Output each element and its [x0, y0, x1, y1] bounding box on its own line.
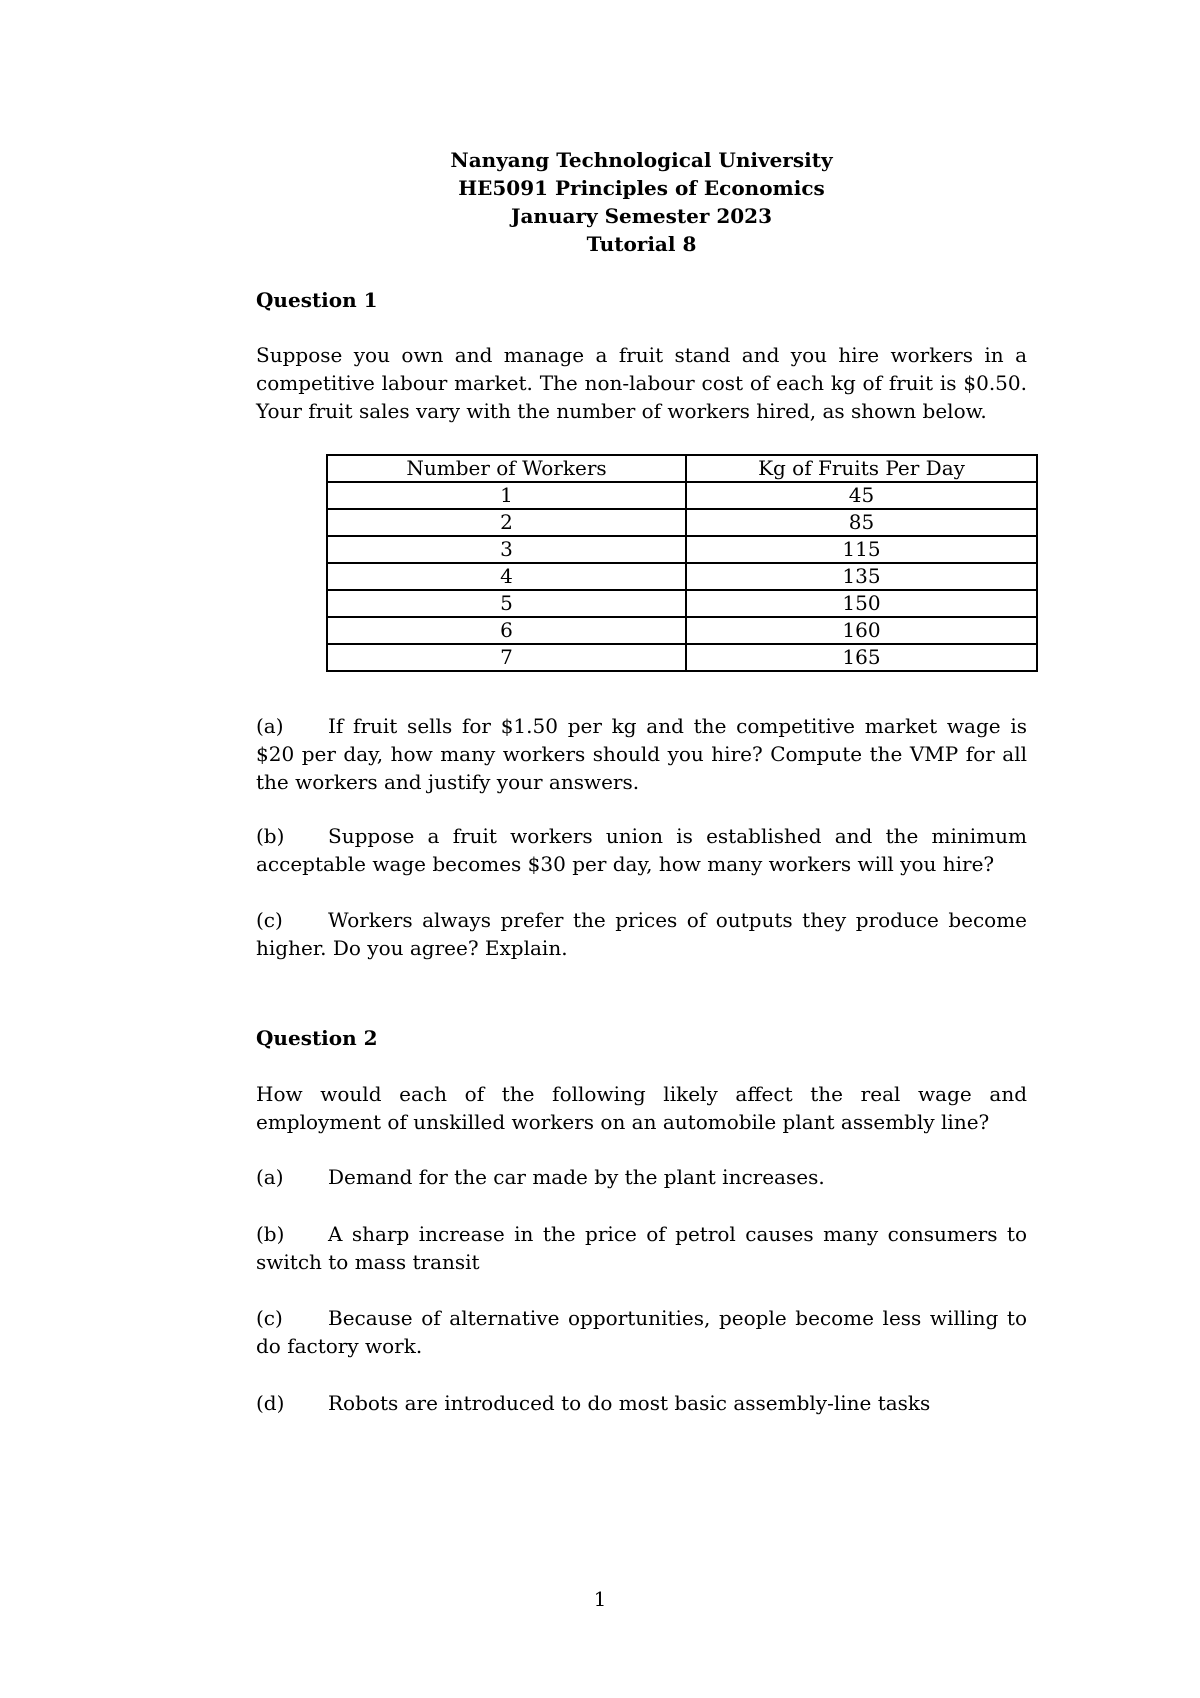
part-label: (c): [256, 1306, 283, 1330]
part-label: (b): [256, 824, 285, 848]
question-2-title: Question 2: [256, 1026, 378, 1050]
cell-workers: 7: [327, 644, 686, 671]
semester-label: January Semester 2023: [510, 204, 773, 228]
column-header-workers: Number of Workers: [327, 455, 686, 482]
cell-kg: 165: [686, 644, 1037, 671]
university-name: Nanyang Technological University: [450, 148, 833, 172]
question-2-intro: How would each of the following likely affect the real wage and employment of unskilled workers on an automobile plant assembly line?: [256, 1082, 1027, 1134]
table-row: [327, 617, 1037, 644]
part-label: (a): [256, 714, 284, 738]
question-1-part-b: [256, 822, 1027, 878]
cell-workers: 2: [327, 509, 686, 536]
part-label: (a): [256, 1165, 284, 1189]
page-number: 1: [593, 1587, 607, 1611]
column-header-kg: Kg of Fruits Per Day: [686, 455, 1037, 482]
part-text: Suppose a fruit workers union is established and the minimum acceptable wage becomes $30 per day, how many workers will you hire?: [256, 824, 1027, 876]
part-text: Robots are introduced to do most basic assembly-line tasks: [328, 1391, 931, 1415]
table-row: [327, 536, 1037, 563]
question-2-part-b: [256, 1220, 1027, 1276]
cell-workers: 3: [327, 536, 686, 563]
table-header-row: [327, 455, 1037, 482]
cell-kg: 135: [686, 563, 1037, 590]
part-text: Demand for the car made by the plant increases.: [328, 1165, 825, 1189]
cell-kg: 115: [686, 536, 1037, 563]
question-1-part-a: [256, 712, 1027, 796]
cell-workers: 6: [327, 617, 686, 644]
table-row: [327, 509, 1037, 536]
cell-workers: 1: [327, 482, 686, 509]
question-1-part-c: [256, 906, 1027, 962]
question-2-part-d: [256, 1389, 1027, 1417]
table-row: [327, 644, 1037, 671]
question-2-part-c: [256, 1304, 1027, 1360]
workers-output-table: [326, 454, 1038, 672]
part-label: (c): [256, 908, 283, 932]
table-row: [327, 482, 1037, 509]
question-1-title: Question 1: [256, 288, 378, 312]
table-row: [327, 590, 1037, 617]
document-header: [256, 146, 1027, 258]
part-text: Workers always prefer the prices of outputs they produce become higher. Do you agree? Explain.: [256, 908, 1027, 960]
cell-kg: 45: [686, 482, 1037, 509]
part-text: Because of alternative opportunities, people become less willing to do factory work.: [256, 1306, 1027, 1358]
course-title: HE5091 Principles of Economics: [458, 176, 825, 200]
part-text: A sharp increase in the price of petrol causes many consumers to switch to mass transit: [256, 1222, 1027, 1274]
question-1-intro: Suppose you own and manage a fruit stand and you hire workers in a competitive labour market. The non-labour cost of each kg of fruit is $0.50. Your fruit sales vary with the number of workers hired, as shown below.: [256, 343, 1027, 423]
tutorial-label: Tutorial 8: [586, 232, 697, 256]
cell-workers: 5: [327, 590, 686, 617]
cell-workers: 4: [327, 563, 686, 590]
part-label: (b): [256, 1222, 285, 1246]
question-2-part-a: [256, 1163, 1027, 1191]
part-text: If fruit sells for $1.50 per kg and the competitive market wage is $20 per day, how many workers should you hire? Compute the VMP for all the workers and justify your answers.: [256, 714, 1027, 794]
part-label: (d): [256, 1391, 285, 1415]
cell-kg: 160: [686, 617, 1037, 644]
table-row: [327, 563, 1037, 590]
cell-kg: 85: [686, 509, 1037, 536]
cell-kg: 150: [686, 590, 1037, 617]
